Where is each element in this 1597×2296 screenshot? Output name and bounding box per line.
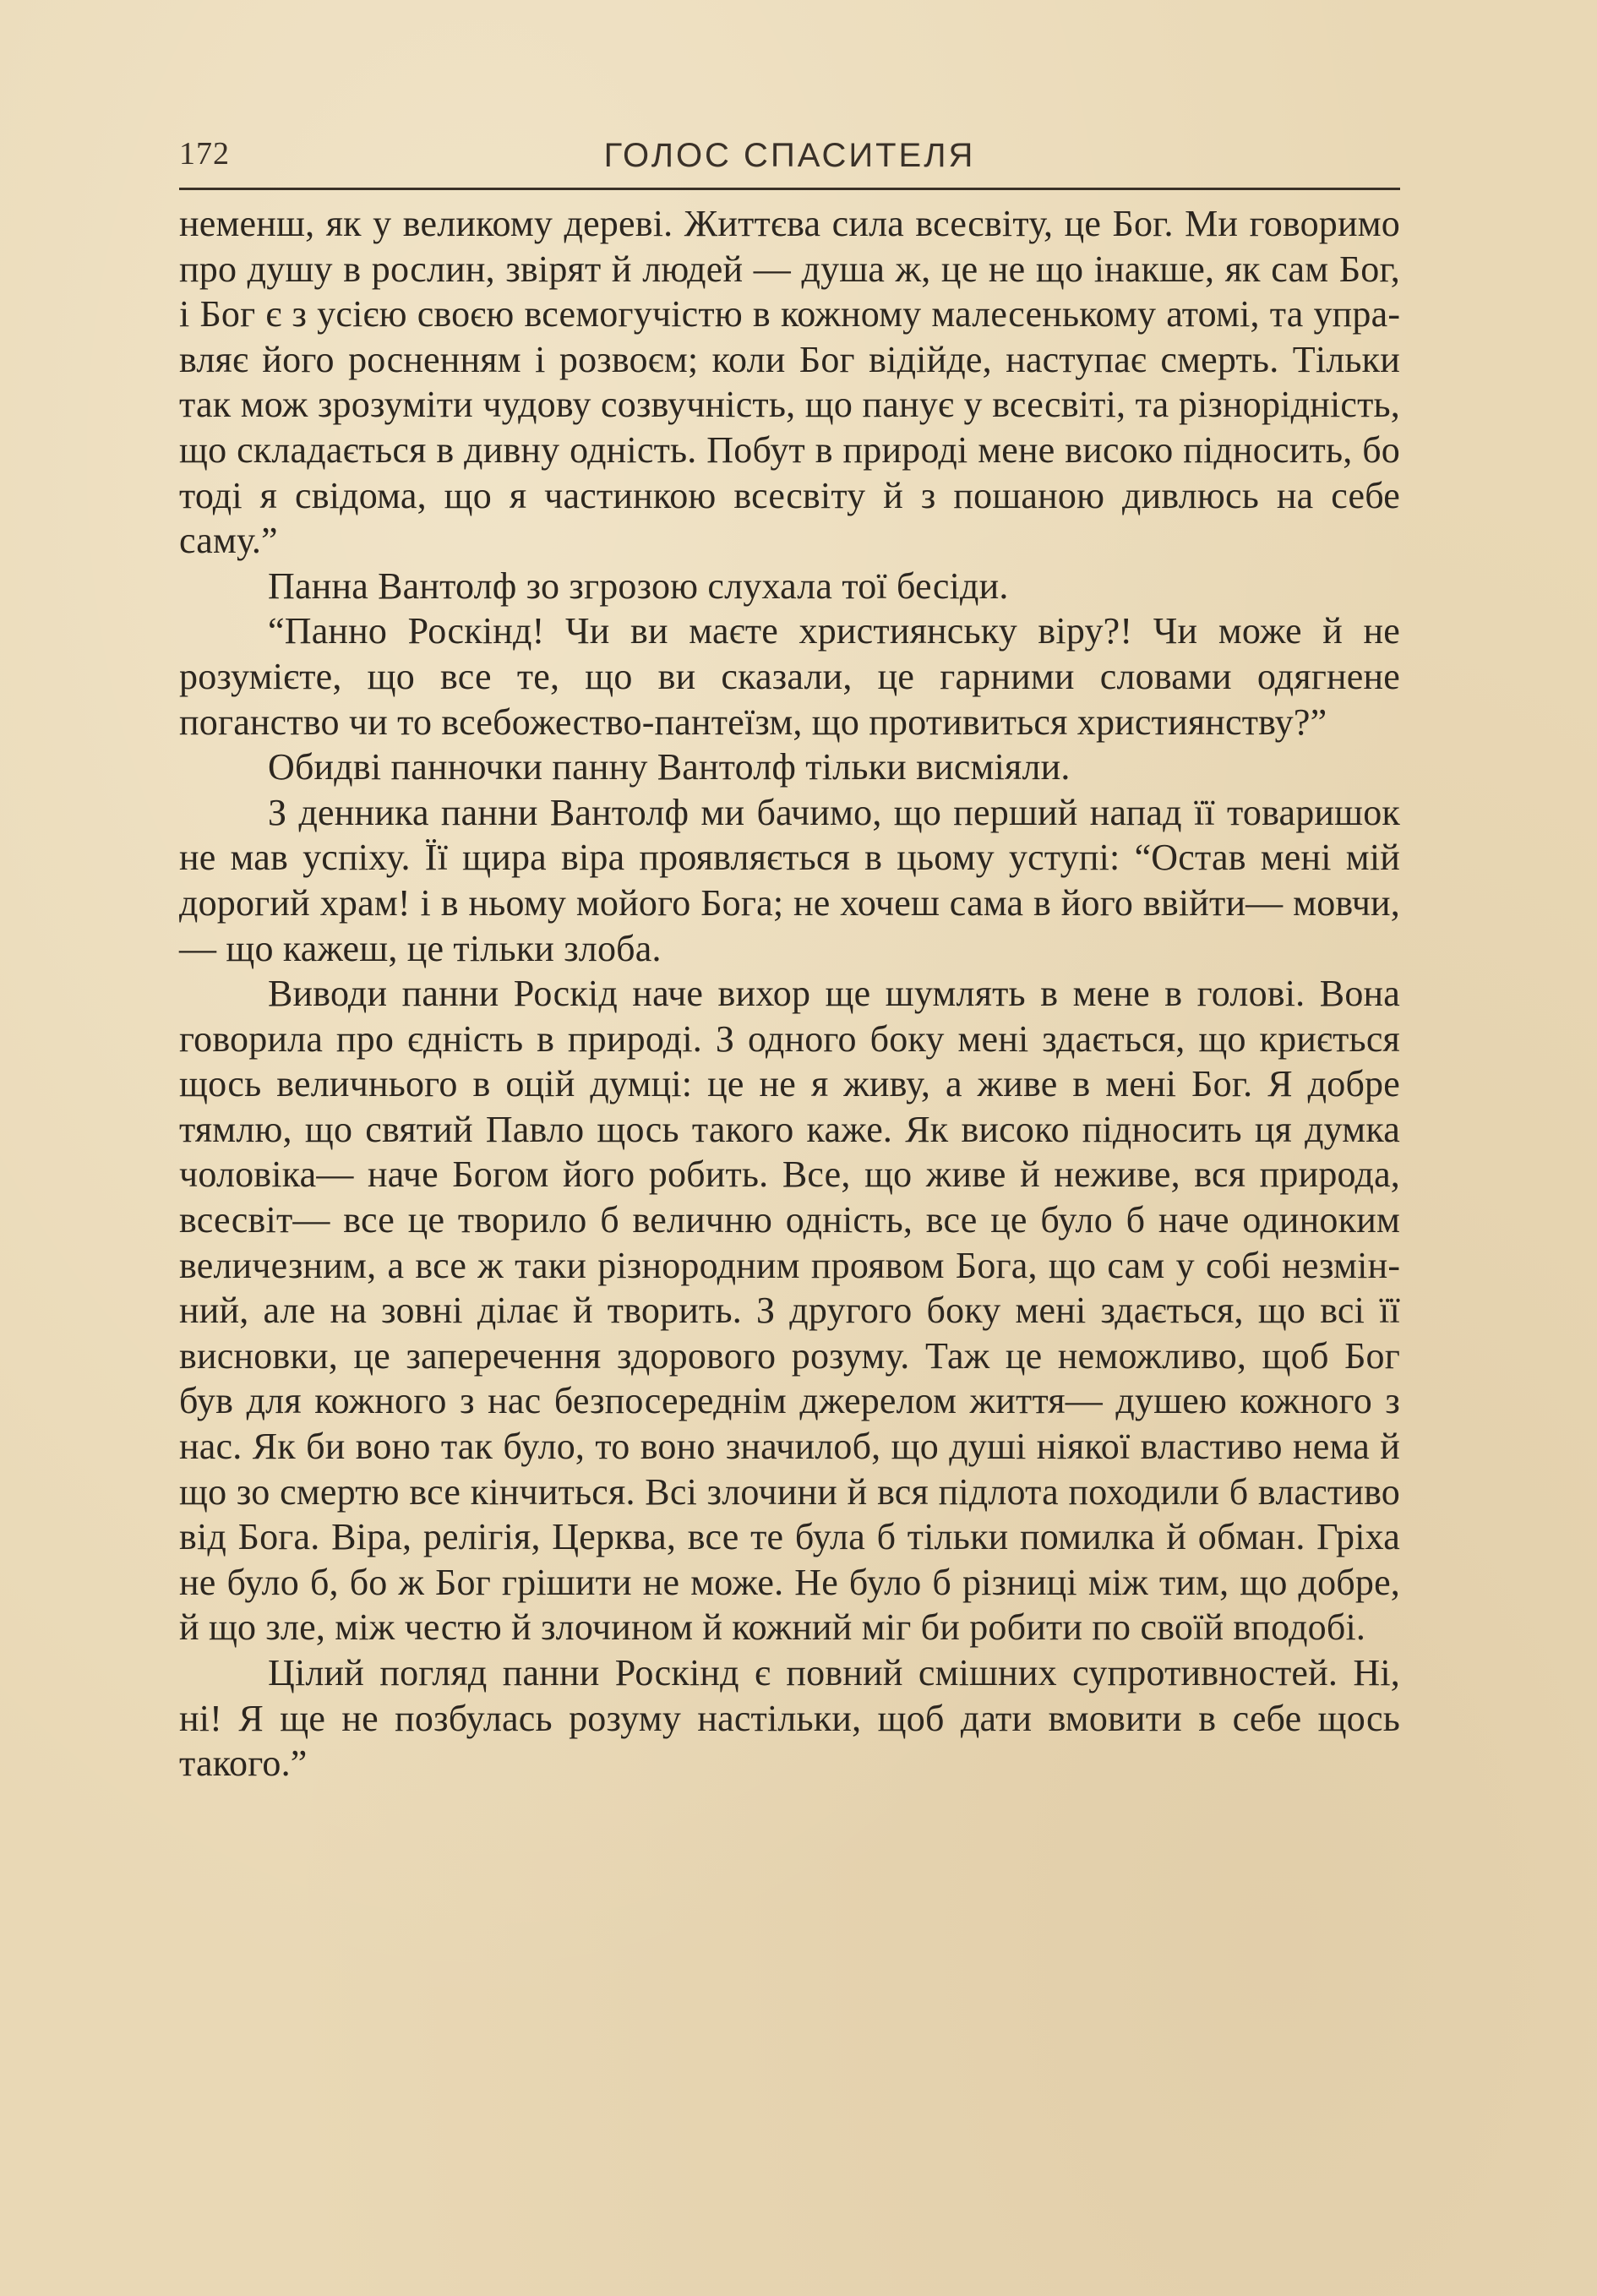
- body-text: [179, 201, 1400, 1786]
- header-rule: [179, 188, 1400, 190]
- paragraph-4: Обидві панночки панну Вантолф тільки висміяли.: [268, 746, 1071, 788]
- page-header: [179, 135, 1400, 186]
- paragraph-3: “Панно Роскінд! Чи ви маєте християнську віру?! Чи може й не розумієте, що все те, що ви сказали, це гарними словами одягнене поганство чи то всебожество-пантеїзм, що противиться християнству?”: [179, 610, 1400, 743]
- page-number: 172: [179, 136, 230, 172]
- paragraph-1: неменш, як у великому дереві. Життєва сила всесвіту, це Бог. Ми говоримо про душу в рослин, звірят й людей — душа ж, це не що інакше, як сам Бог, і Бог є з усією своєю всемогучістю в кожному малесенькому атомі, та управляє його росненням і розвоєм; коли Бог відійде, наступає смерть. Тільки так мож зрозуміти чудову созвучність, що панує у всесвіті, та різнорідність, що складається в дивну одність. Побут в природі мене високо підносить, бо тоді я свідома, що я частинкою всесвіту й з пошаною дивлюсь на себе саму.”: [179, 203, 1400, 562]
- paragraph-5: З денника панни Вантолф ми бачимо, що перший напад її товаришок не мав успіху. Її щира віра проявляється в цьому уступі: “Остав мені мій дорогий храм! і в ньому мойого Бога; не хочеш сама в його ввійти— мовчи, — що кажеш, це тільки злоба.: [179, 791, 1400, 969]
- paragraph-7: Цілий погляд панни Роскінд є повний смішних супротивностей. Ні, ні! Я ще не позбулась розуму настільки, щоб дати вмовити в себе щось такого.”: [179, 1652, 1400, 1785]
- running-title: ГОЛОС СПАСИТЕЛЯ: [603, 137, 976, 174]
- paragraph-6: Виводи панни Роскід наче вихор ще шумлять в мене в голові. Вона говорила про єдність в природі. З одного боку мені здається, що криється щось величнього в оцій думці: це не я живу, а живе в мені Бог. Я добре тямлю, що святий Павло щось такого каже. Як високо підносить ця думка чоловіка— наче Богом його робить. Все, що живе й неживе, вся природа, всесвіт— все це творило б величню одність, все це було б наче одиноким величезним, а все ж таки різнородним проявом Бога, що сам у собі незмінний, але на зовні ділає й творить. З другого боку мені здається, що всі її висновки, це заперечення здорового розуму. Таж це неможливо, щоб Бог був для кожного з нас безпосереднім джерелом життя— душею кожного з нас. Як би воно так було, то воно значилоб, що душі ніякої властиво нема й що зо смертю все кінчиться. Всі злочини й вся підлота походили б властиво від Бога. Віра, релігія, Церква, все те була б тільки помилка й обман. Гріха не було б, бо ж Бог грішити не може. Не було б різниці між тим, що добре, й що зле, між честю й злочином й кожний міг би робити по своїй вподобі.: [179, 973, 1400, 1649]
- paragraph-2: Панна Вантолф зо згрозою слухала тої бесіди.: [268, 564, 1009, 607]
